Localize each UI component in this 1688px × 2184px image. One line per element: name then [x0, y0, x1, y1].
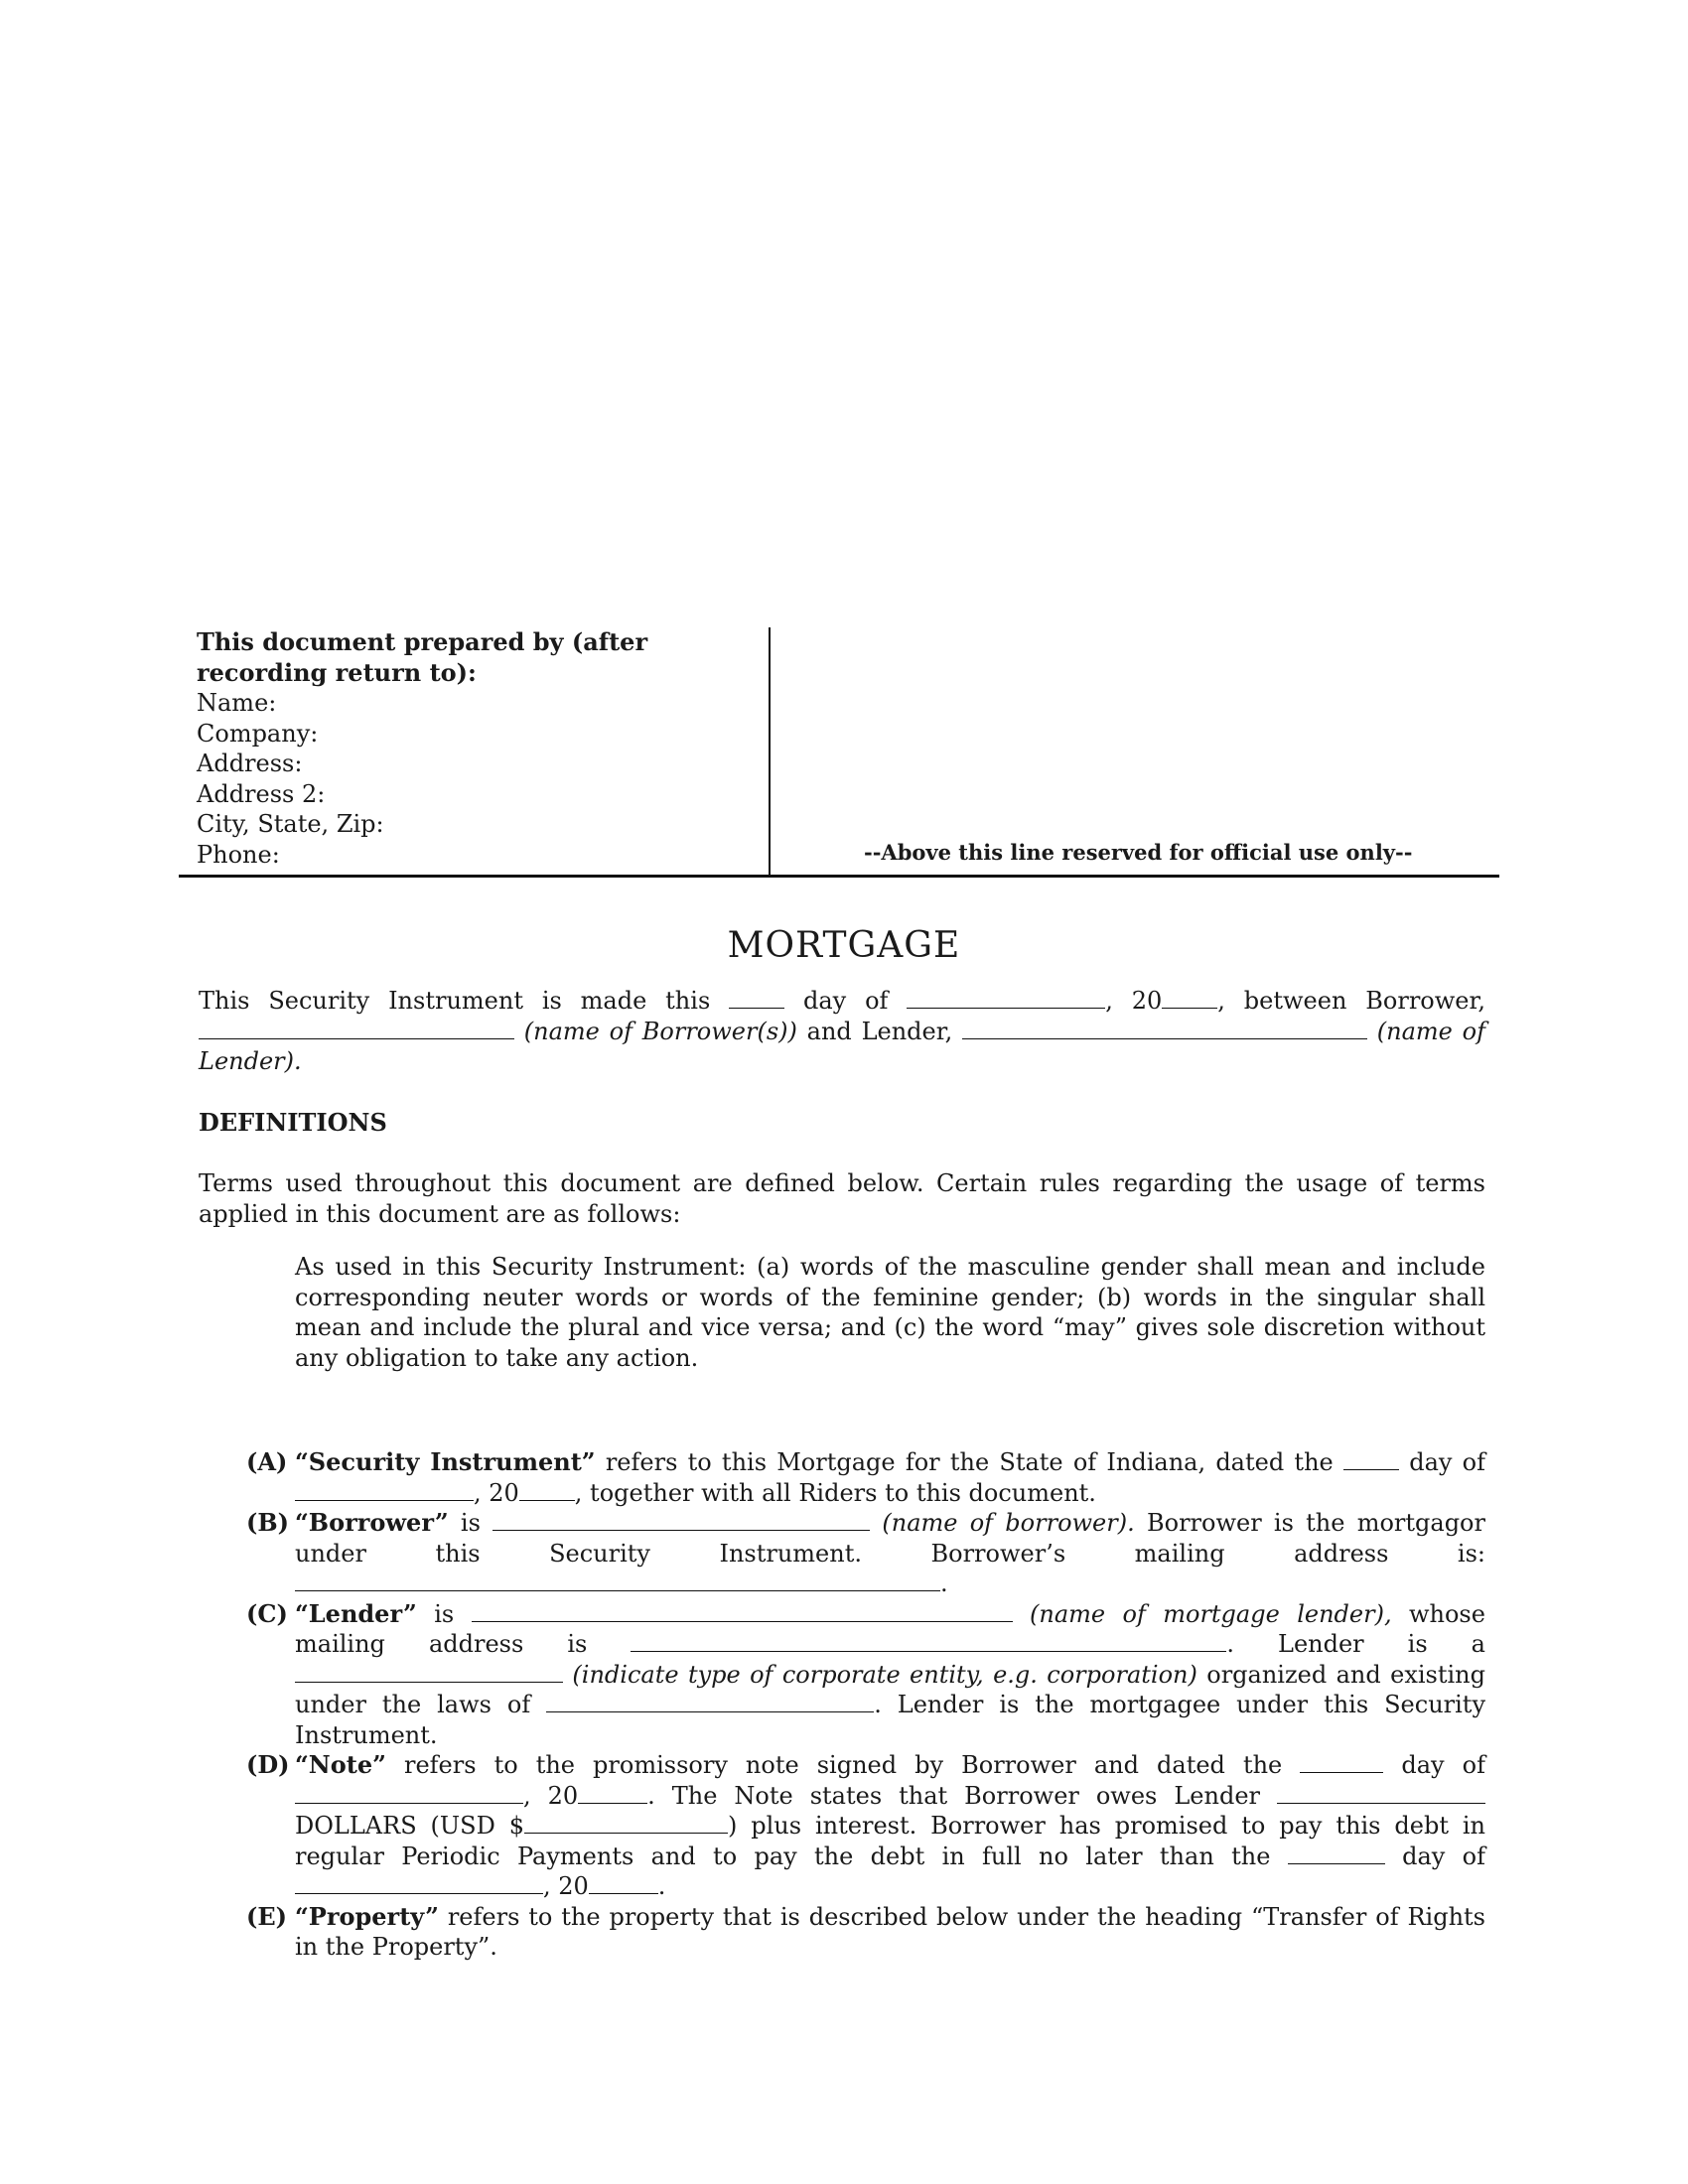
- prepared-by-address2: Address 2:: [197, 779, 326, 808]
- prepared-by-heading: This document prepared by (after recording return to):: [197, 627, 648, 687]
- intro-paragraph: This Security Instrument is made this day of , 20 , between Borrower, (name of Borrower(s)) and Lender, (name of Lender).: [199, 987, 1485, 1075]
- definitions-rules: As used in this Security Instrument: (a) words of the masculine gender shall mean and include corresponding neuter words or words of the feminine gender; (b) words in the singular shall mean and include the plural and vice versa; and (c) the word “may” gives sole discretion without any obligation to take any action.: [295, 1253, 1485, 1372]
- definition-e: (E) “Property” refers to the property that is described below under the heading “Transfer of Rights in the Property”.: [246, 1901, 1485, 1961]
- definitions-list: [246, 1447, 1485, 1963]
- definition-a: (A) “Security Instrument” refers to this Mortgage for the State of Indiana, dated the day of , 20 , together with all Riders to this document.: [246, 1447, 1485, 1507]
- document-title: MORTGAGE: [727, 925, 961, 966]
- prepared-by-block: [197, 627, 771, 875]
- prepared-by-box: [179, 627, 1499, 878]
- official-use-note: --Above this line reserved for official use only--: [864, 840, 1413, 865]
- prepared-by-company: Company:: [197, 719, 319, 748]
- definition-c: (C) “Lender” is (name of mortgage lender), whose mailing address is . Lender is a (indicate type of corporate entity, e.g. corporation) organized and existing under the laws of . Lender is the mortgagee under this Security Instrument.: [246, 1598, 1485, 1749]
- prepared-by-name: Name:: [197, 689, 277, 717]
- definitions-intro: Terms used throughout this document are defined below. Certain rules regarding the usage of terms applied in this document are as follows:: [199, 1169, 1485, 1228]
- definition-d: (D) “Note” refers to the promissory note signed by Borrower and dated the day of , 20 . The Note states that Borrower owes Lender DOLLARS (USD $ ) plus interest. Borrower has promised to pay this debt in regular Periodic Payments and to pay the debt in full no later than the day of , 20 .: [246, 1750, 1486, 1900]
- prepared-by-address: Address:: [197, 750, 303, 777]
- definitions-heading: DEFINITIONS: [199, 1108, 387, 1137]
- prepared-by-city-state-zip: City, State, Zip:: [197, 810, 384, 838]
- definition-b: (B) “Borrower” is (name of borrower). Borrower is the mortgagor under this Security Instrument. Borrower’s mailing address is: .: [246, 1508, 1485, 1597]
- prepared-by-phone: Phone:: [197, 840, 280, 869]
